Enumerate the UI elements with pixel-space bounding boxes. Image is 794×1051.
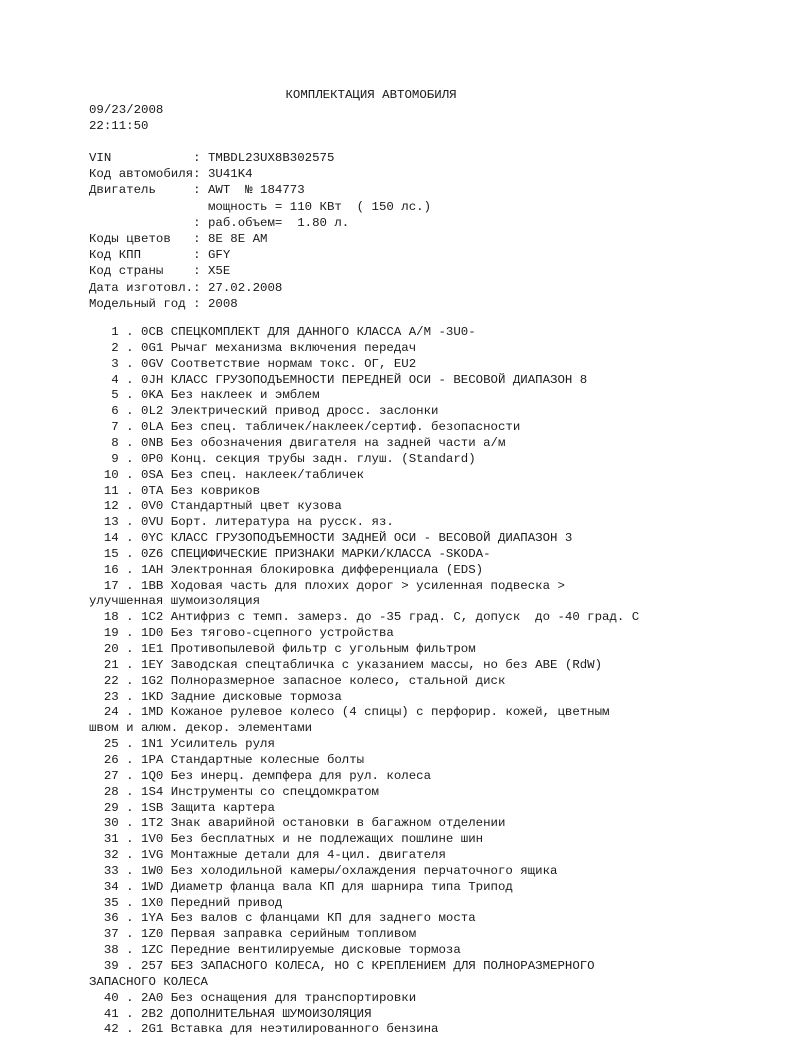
- equipment-item: 24 . 1MD Кожаное рулевое колесо (4 спицы) с перфорир. кожей, цветным: [89, 705, 610, 720]
- equipment-item: 33 . 1W0 Без холодильной камеры/охлаждения перчаточного ящика: [89, 863, 558, 878]
- equipment-item: 15 . 0Z6 СПЕЦИФИЧЕСКИЕ ПРИЗНАКИ МАРКИ/КЛАССА -SKODA-: [89, 546, 491, 561]
- equipment-item: 30 . 1T2 Знак аварийной остановки в багажном отделении: [89, 816, 506, 831]
- equipment-item: 14 . 0YC КЛАСС ГРУЗОПОДЪЕМНОСТИ ЗАДНЕЙ ОСИ - ВЕСОВОЙ ДИАПАЗОН 3: [89, 531, 573, 546]
- equipment-item: 16 . 1AH Электронная блокировка дифференциала (EDS): [89, 562, 484, 577]
- header-field: Код страны : X5E: [89, 264, 231, 279]
- equipment-item: 9 . 0P0 Конц. секция трубы задн. глуш. (Standard): [89, 451, 476, 466]
- equipment-item: 5 . 0KA Без наклеек и эмблем: [89, 388, 320, 403]
- header-field: Коды цветов : 8E 8E AM: [89, 232, 268, 246]
- equipment-item: 26 . 1PA Стандартные колесные болты: [89, 752, 365, 767]
- equipment-item: 23 . 1KD Задние дисковые тормоза: [89, 689, 342, 704]
- header-field: Код КПП : GFY: [89, 248, 231, 263]
- equipment-item: 19 . 1D0 Без тягово-сцепного устройства: [89, 626, 394, 641]
- equipment-item: 11 . 0TA Без ковриков: [89, 483, 261, 498]
- header-field: : раб.объем= 1.80 л.: [89, 215, 350, 230]
- equipment-item: 37 . 1Z0 Первая заправка серийным топливом: [89, 927, 417, 942]
- header-field: Двигатель : AWT № 184773: [89, 183, 305, 198]
- equipment-item: 39 . 257 БЕЗ ЗАПАСНОГО КОЛЕСА, НО С КРЕПЛЕНИЕМ ДЛЯ ПОЛНОРАЗМЕРНОГО: [89, 959, 595, 973]
- equipment-item: 34 . 1WD Диаметр фланца вала КП для шарнира типа Трипод: [89, 879, 513, 894]
- header-field: Дата изготовл.: 27.02.2008: [89, 280, 283, 295]
- equipment-item: ЗАПАСНОГО КОЛЕСА: [89, 974, 208, 989]
- header-field: Модельный год : 2008: [89, 296, 238, 311]
- equipment-item: улучшенная шумоизоляция: [89, 594, 261, 609]
- equipment-item: 10 . 0SA Без спец. наклеек/табличек: [89, 467, 365, 482]
- equipment-item: 6 . 0L2 Электрический привод дросс. заслонки: [89, 404, 439, 419]
- equipment-item: 25 . 1N1 Усилитель руля: [89, 737, 275, 752]
- equipment-item: 4 . 0JH КЛАСС ГРУЗОПОДЪЕМНОСТИ ПЕРЕДНЕЙ ОСИ - ВЕСОВОЙ ДИАПАЗОН 8: [89, 372, 588, 387]
- document-title: КОМПЛЕКТАЦИЯ АВТОМОБИЛЯ: [285, 88, 457, 102]
- equipment-item: 27 . 1Q0 Без инерц. демпфера для рул. колеса: [89, 768, 432, 783]
- equipment-item: 1 . 0CB СПЕЦКОМПЛЕКТ ДЛЯ ДАННОГО КЛАССА А/М -3U0-: [89, 325, 476, 339]
- equipment-item: 2 . 0G1 Рычаг механизма включения передач: [89, 340, 417, 355]
- equipment-item: 22 . 1G2 Полноразмерное запасное колесо, стальной диск: [89, 673, 506, 688]
- equipment-item: 7 . 0LA Без спец. табличек/наклеек/сертиф. безопасности: [89, 420, 521, 435]
- equipment-item: 40 . 2A0 Без оснащения для транспортировки: [89, 990, 417, 1005]
- equipment-item: 13 . 0VU Борт. литература на русск. яз.: [89, 515, 394, 530]
- report-date: 09/23/2008: [89, 103, 164, 117]
- equipment-item: 29 . 1SB Защита картера: [89, 800, 275, 815]
- equipment-item: 28 . 1S4 Инструменты со спецдомкратом: [89, 784, 379, 799]
- equipment-item: швом и алюм. декор. элементами: [89, 721, 313, 736]
- equipment-item: 42 . 2G1 Вставка для неэтилированного бензина: [89, 1022, 439, 1037]
- equipment-item: 3 . 0GV Соответствие нормам токс. ОГ, EU2: [89, 356, 417, 371]
- equipment-item: 20 . 1E1 Противопылевой фильтр с угольным фильтром: [89, 642, 476, 656]
- equipment-item: 38 . 1ZC Передние вентилируемые дисковые тормоза: [89, 943, 461, 958]
- report-time: 22:11:50: [89, 119, 149, 133]
- header-field: Код автомобиля: 3U41K4: [89, 167, 253, 182]
- equipment-item: 21 . 1EY Заводская спецтабличка с указанием массы, но без ABE (RdW): [89, 657, 603, 672]
- equipment-item: 31 . 1V0 Без бесплатных и не подлежащих пошлине шин: [89, 832, 484, 847]
- equipment-item: 32 . 1VG Монтажные детали для 4-цил. двигателя: [89, 848, 446, 863]
- equipment-item: 12 . 0V0 Стандартный цвет кузова: [89, 499, 342, 514]
- equipment-item: 41 . 2B2 ДОПОЛНИТЕЛЬНАЯ ШУМОИЗОЛЯЦИЯ: [89, 1006, 372, 1021]
- equipment-item: 18 . 1C2 Антифриз с темп. замерз. до -35 град. С, допуск до -40 град. С: [89, 610, 640, 625]
- equipment-item: 17 . 1BB Ходовая часть для плохих дорог > усиленная подвеска >: [89, 578, 565, 593]
- header-field: мощность = 110 КВт ( 150 лс.): [89, 199, 432, 214]
- equipment-item: 36 . 1YA Без валов с фланцами КП для заднего моста: [89, 911, 476, 926]
- equipment-item: 35 . 1X0 Передний привод: [89, 895, 283, 910]
- header-field: VIN : TMBDL23UX8B302575: [89, 151, 335, 165]
- equipment-item: 8 . 0NB Без обозначения двигателя на задней части а/м: [89, 435, 506, 450]
